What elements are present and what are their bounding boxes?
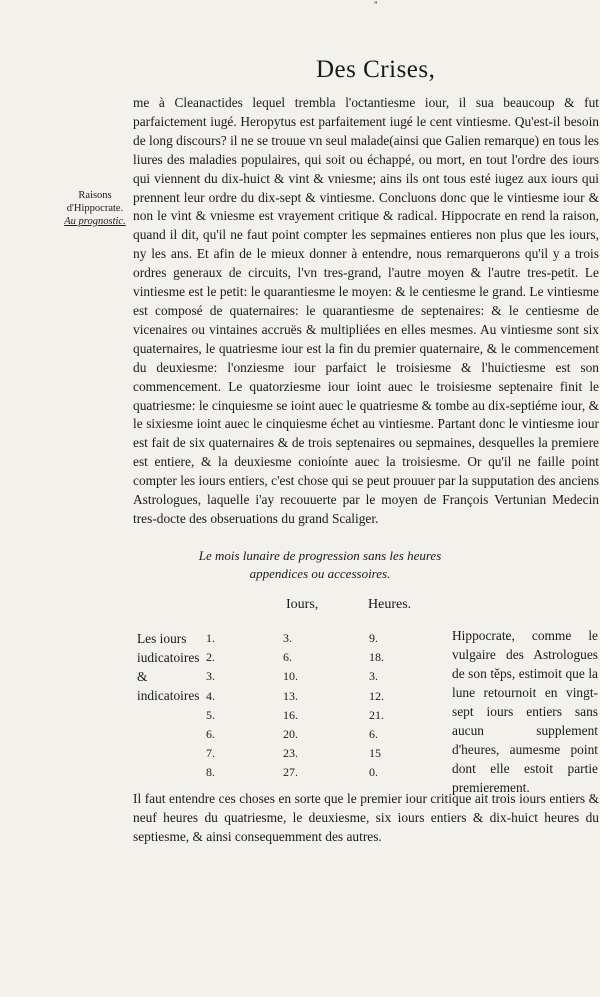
table-cell-index: 5.: [206, 707, 215, 722]
closing-text: Il faut entendre ces choses en sorte que le premier iour critique ait trois iours entiers & neuf heures du quatriesme, le deuxiesme, six iours entiers & dix-huict heures du septiesme, & ainsi consequemment des autres.: [133, 791, 599, 844]
margin-note: [60, 189, 130, 228]
table-row-label: Les iours iudicatoires & indicatoires: [137, 631, 200, 703]
column-header-iours: Iours,: [286, 597, 319, 612]
table-cell-heures: 0.: [369, 765, 378, 780]
table-cell-index: 7.: [206, 746, 215, 761]
table-cell-iours: 6.: [283, 650, 292, 665]
table-cell-iours: 3.: [283, 631, 292, 645]
closing-paragraph: [133, 790, 599, 847]
table-title: [160, 547, 480, 583]
table-cell-heures: 12.: [369, 688, 384, 703]
table-cell-iours: 10.: [283, 669, 298, 684]
margin-note-line1: Raisons d'Hippocrate.: [66, 190, 124, 214]
top-mark: ": [374, 0, 378, 10]
column-header-heures: Heures.: [368, 597, 412, 612]
side-paragraph: [452, 626, 598, 797]
table-cell-heures: 21.: [369, 707, 384, 722]
margin-note-line2: Au prognostic.: [64, 216, 126, 227]
table-title-line2: appendices ou accessoires.: [249, 566, 391, 581]
table-cell-iours: 16.: [283, 707, 298, 722]
table-cell-iours: 23.: [283, 746, 298, 761]
table-cell-iours: 20.: [283, 727, 298, 741]
table-cell-index: 3.: [206, 669, 215, 684]
table-cell-index: 6.: [206, 727, 215, 741]
table-cell-heures: 3.: [369, 669, 378, 684]
table-cell-iours: 13.: [283, 688, 298, 703]
table-title-line1: Le mois lunaire de progression sans les heures: [198, 548, 442, 563]
table-cell-heures: 15: [369, 746, 381, 761]
table-cell-heures: 6.: [369, 727, 378, 741]
table-cell-index: 4.: [206, 688, 215, 703]
main-paragraph: [133, 94, 599, 529]
table-cell-heures: 9.: [369, 631, 378, 645]
table-cell-iours: 27.: [283, 765, 298, 780]
running-title: Des Crises,: [316, 56, 436, 83]
main-text: me à Cleanactides lequel trembla l'octantiesme iour, il sua beaucoup & fut parfaictement iugé. Heropytus est parfaitement iugé le cent vintiesme. Qu'est-il besoin de long discours? il ne se trouue vn seul malade(ainsi que Galien remarque) en tous les liures des maladies populaires, qui soit ou échappé, ou mort, en tout l'ordre des iours qui viennent du dix-huict & vint & vniesme; ains ils ont tous esté iugez aux iours qui prennent leur ordre du dix-sept & vintiesme. Concluons donc que le vintiesme iour & non le vint & vniesme est vrayement critique & radical. Hippocrate en rend la raison, quand il dit, qu'il ne faut point compter les sepmaines entieres non plus que les iours, ny les ans. Et afin de le mieux donner à entendre, nous remarquerons qu'il y a trois ordres generaux de circuits, l'vn tres-grand, l'autre moyen & l'autre tres-petit. Le vintiesme est le petit: le quarantiesme le moyen: & le centiesme le grand. Le vintiesme est composé de quaternaires: le quarantiesme de septenaires: & le centiesme de vicenaires ou vintaines accruës & multipliées en elles mesmes. Au vintiesme sont six quaternaires, le quatriesme iour est la fin du premier quaternaire, & le commencement du deuxiesme: l'onziesme iour parfaict le troisiesme & l'huictiesme est son commencement. Le quatorziesme iour ioint auec le troisiesme septenaire finit le quatriesme: le cinquiesme se ioint auec le quatriesme & tombe au dix-septiéme iour, & le sixiesme ioint auec le cinquiesme échet au vintiesme. Partant donc le vintiesme iour est fait de six quaternaires & de trois septenaires ou sepmaines, desquelles la premiere est entiere, & la deuxiesme conioínte auec la troisiesme. Or qu'il ne faille point compter les iours entiers, c'est chose qui se peut prouuer par la supputation des anciens Astrologues, laquelle i'ay recouuerte par le moyen de François Vertunian Medecin tres-docte des obseruations du grand Scaliger.: [133, 95, 599, 526]
table-cell-index: 1.: [206, 631, 215, 645]
table-cell-index: 8.: [206, 765, 215, 780]
table-cell-index: 2.: [206, 650, 215, 665]
side-text: Hippocrate, comme le vulgaire des Astrologues de son těps, estimoit que la lune retournoit en vingt-sept iours entiers sans aucun supplement d'heures, aumesme point dont elle estoit partie premierement.: [452, 628, 598, 795]
table-cell-heures: 18.: [369, 650, 384, 665]
